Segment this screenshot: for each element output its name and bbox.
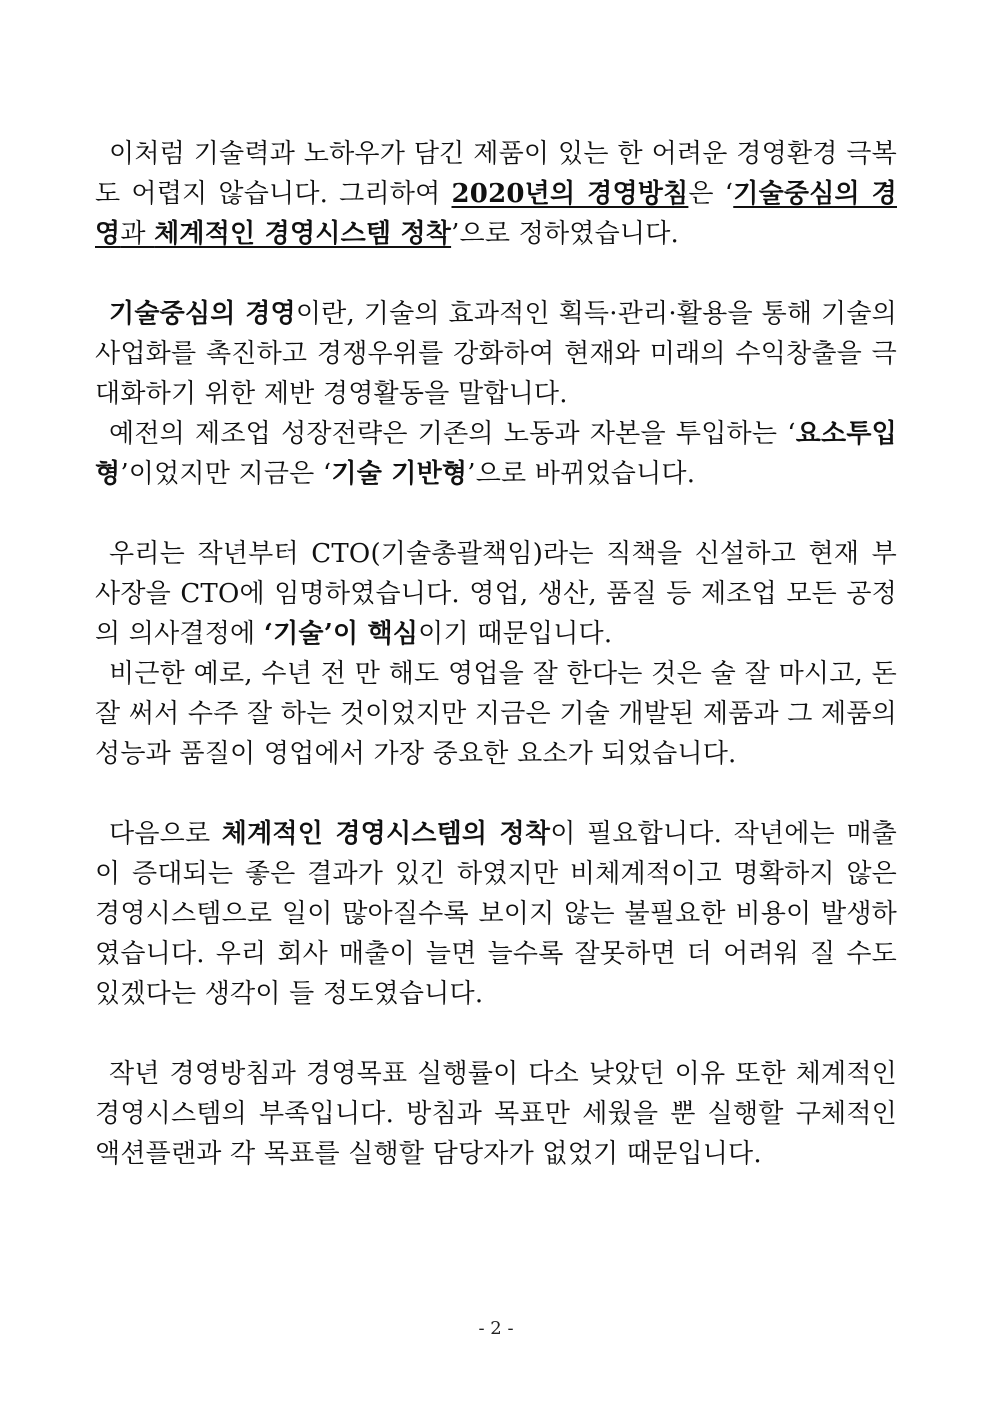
paragraph-system (95, 814, 897, 1014)
emphasis-factor-input: 요소투입형 (95, 419, 897, 489)
text-segment: 작년 경영방침과 경영목표 실행률이 다소 낮았던 이유 또한 체계적인 경영시스템의 부족입니다. 방침과 목표만 세웠을 뿐 실행할 구체적인 액션플랜과 각 목표를 실행할 담당자가 없었기 때문입니다. (95, 1059, 897, 1169)
paragraph-cto (95, 534, 897, 654)
page-number: - 2 - (478, 1318, 514, 1339)
text-segment: 은 ‘ (688, 179, 734, 209)
paragraph-growth-strategy (95, 414, 897, 494)
text-segment: ’으로 바뀌었습니다. (467, 459, 696, 489)
emphasis-policy-year: 2020년의 경영방침 (451, 179, 689, 209)
text-segment: 우리는 작년부터 CTO(기술총괄책임)라는 직책을 신설하고 현재 부사장을 CTO에 임명하였습니다. 영업, 생산, 품질 등 제조업 모든 공정의 의사결정에 (95, 539, 897, 649)
text-segment: 이란, 기술의 효과적인 획득·관리·활용을 통해 기술의 사업화를 촉진하고 경쟁우위를 강화하여 현재와 미래의 수익창출을 극대화하기 위한 제반 경영활동을 말합니다. (95, 299, 897, 409)
emphasis-tech-centered: 기술중심의 경영 (95, 179, 897, 249)
text-segment: 비근한 예로, 수년 전 만 해도 영업을 잘 한다는 것은 술 잘 마시고, 돈 잘 써서 수주 잘 하는 것이었지만 지금은 기술 개발된 제품과 그 제품의 성능과 품질이 영업에서 가장 중요한 요소가 되었습니다. (95, 659, 897, 769)
emphasis-tech-based: 기술 기반형 (331, 459, 468, 489)
text-segment: 다음으로 (109, 819, 222, 849)
text-segment: ’으로 정하였습니다. (451, 219, 680, 249)
paragraph-example (95, 654, 897, 774)
emphasis-system-establishment: 체계적인 경영시스템의 정착 (221, 819, 551, 849)
emphasis-tech-management: 기술중심의 경영 (109, 299, 296, 329)
text-segment: 과 (120, 219, 155, 249)
paragraph-execution (95, 1054, 897, 1174)
text-segment: 예전의 제조업 성장전략은 기존의 노동과 자본을 투입하는 ‘ (109, 419, 796, 449)
paragraph-tech-definition (95, 294, 897, 414)
text-segment: 이 필요합니다. 작년에는 매출이 증대되는 좋은 결과가 있긴 하였지만 비체계적이고 명확하지 않은 경영시스템으로 일이 많아질수록 보이지 않는 불필요한 비용이 발생하였습니다. 우리 회사 매출이 늘면 늘수록 잘못하면 더 어려워 질 수도 있겠다는 생각이 들 정도였습니다. (95, 819, 897, 1009)
text-segment: 이처럼 기술력과 노하우가 담긴 제품이 있는 한 어려운 경영환경 극복도 어렵지 않습니다. 그리하여 (95, 139, 897, 209)
paragraph-policy-intro (95, 134, 897, 254)
text-segment: 이기 때문입니다. (418, 619, 613, 649)
emphasis-system-establish: 체계적인 경영시스템 정착 (154, 219, 452, 249)
document-body (95, 134, 897, 1174)
emphasis-tech-core: ‘기술’이 핵심 (263, 619, 419, 649)
text-segment: ’이었지만 지금은 ‘ (120, 459, 332, 489)
